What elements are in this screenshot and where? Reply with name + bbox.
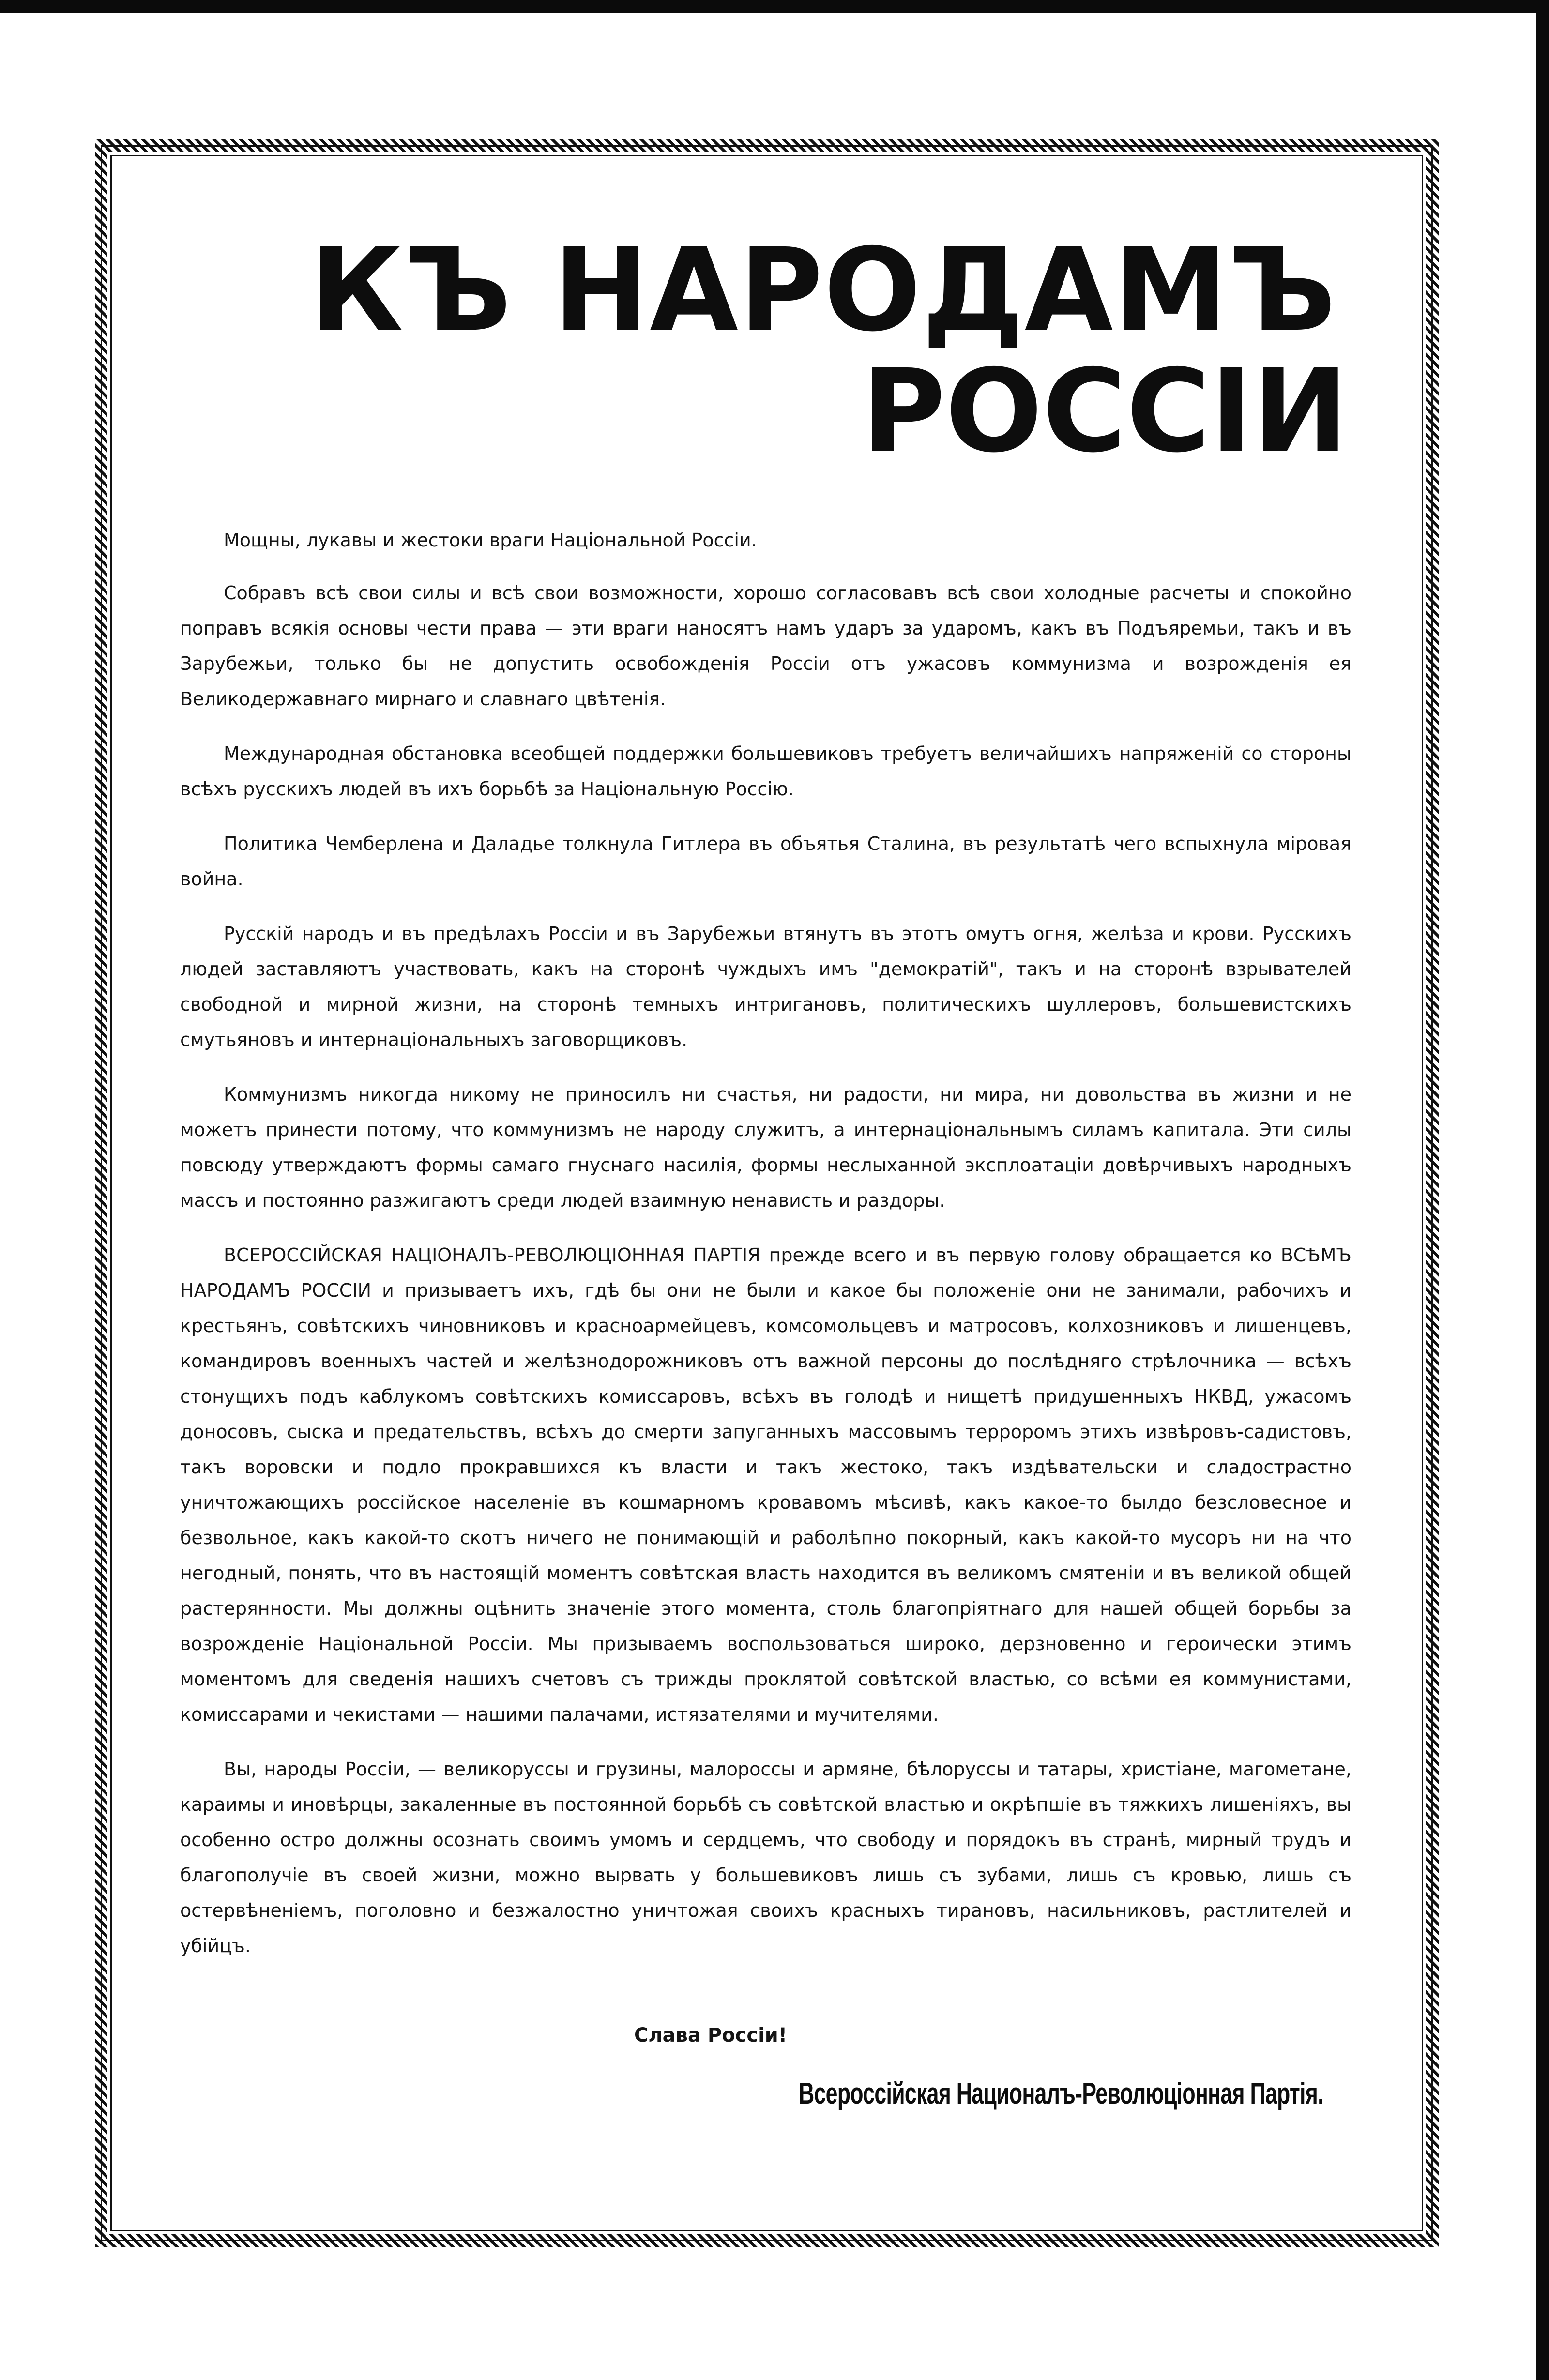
paragraph-5: Русскій народъ и въ предѣлахъ Россіи и въ Зарубежьи втянутъ въ этотъ омутъ огня, желѣза и крови. Русскихъ людей заставляютъ участвовать, какъ на сторонѣ чуждыхъ имъ "демократій", такъ и на сторонѣ взрывателей свободной и мирной жизни, на сторонѣ темныхъ интригановъ, политическихъ шуллеровъ, большевистскихъ смутьяновъ и интернаціональныхъ заговорщиковъ. <box>180 923 1352 1050</box>
signature: Всероссійская Националъ-Революціонная Партія. <box>799 2077 1323 2110</box>
scan-edge-right <box>1536 0 1549 2380</box>
paragraph-1: Мощны, лукавы и жестоки враги Національной Россіи. <box>224 530 757 551</box>
paragraph-2: Собравъ всѣ свои силы и всѣ свои возможности, хорошо согласовавъ всѣ свои холодные расчеты и спокойно поправъ всякія основы чести права — эти враги наносятъ намъ ударъ за ударомъ, какъ въ Подъяремьи, такъ и въ Зарубежьи, только бы не допустить освобожденія Россіи отъ ужасовъ коммунизма и возрожденія ея Великодержавнаго мирнаго и славнаго цвѣтенія. <box>180 582 1352 710</box>
paragraph-4: Политика Чемберлена и Даладье толкнула Гитлера въ объятья Сталина, въ результатѣ чего вспыхнула міровая война. <box>180 833 1352 890</box>
paragraph-3: Международная обстановка всеобщей поддержки большевиковъ требуетъ величайшихъ напряженій со стороны всѣхъ русскихъ людей въ ихъ борьбѣ за Національную Россію. <box>180 743 1352 800</box>
paragraph-6: Коммунизмъ никогда никому не приносилъ ни счастья, ни радости, ни мира, ни довольства въ жизни и не можетъ принести потому, что коммунизмъ не народу служитъ, а интернаціональнымъ силамъ капитала. Эти силы повсюду утверждаютъ формы самаго гнуснаго насилія, формы неслыханной эксплоатаціи довѣрчивыхъ народныхъ массъ и постоянно разжигаютъ среди людей взаимную ненависть и раздоры. <box>180 1084 1352 1211</box>
paragraph-8: Вы, народы Россіи, — великоруссы и грузины, малороссы и армяне, бѣлоруссы и татары, христіане, магометане, караимы и иновѣрцы, закаленные въ постоянной борьбѣ съ совѣтской властью и окрѣпшіе въ тяжкихъ лишеніяхъ, вы особенно остро должны осознать своимъ умомъ и сердцемъ, что свободу и порядокъ въ странѣ, мирный трудъ и благополучіе въ своей жизни, можно вырвать у большевиковъ лишь съ зубами, лишь съ кровью, лишь съ остервѣненіемъ, поголовно и безжалостно уничтожая своихъ красныхъ тирановъ, насильниковъ, растлителей и убійцъ. <box>180 1758 1352 1956</box>
paragraph-7: ВСЕРОССІЙСКАЯ НАЦІОНАЛЪ-РЕВОЛЮЦІОННАЯ ПАРТІЯ прежде всего и въ первую голову обращается ко ВСѢМЪ НАРОДАМЪ РОССІИ и призываетъ ихъ, гдѣ бы они не были и какое бы положеніе они не занимали, рабочихъ и крестьянъ, совѣтскихъ чиновниковъ и красноармейцевъ, комсомольцевъ и матросовъ, колхозниковъ и лишенцевъ, командировъ военныхъ частей и желѣзнодорожниковъ отъ важной персоны до послѣдняго стрѣлочника — всѣхъ стонущихъ подъ каблукомъ совѣтскихъ комиссаровъ, всѣхъ въ голодѣ и нищетѣ придушенныхъ НКВД, ужасомъ доносовъ, сыска и предательствъ, всѣхъ до смерти запуганныхъ массовымъ терроромъ этихъ извѣровъ-садистовъ, такъ воровски и подло прокравшихся къ власти и такъ жестоко, такъ издѣвательски и сладострастно уничтожающихъ россійское населеніе въ кошмарномъ кровавомъ мѣсивѣ, какъ какое-то былдо безсловесное и безвольное, какъ какой-то скотъ ничего не понимающій и раболѣпно покорный, какъ какой-то мусоръ ни на что негодный, понять, что въ настоящій моментъ совѣтская власть находится въ великомъ смятеніи и въ великой общей растерянности. Мы должны оцѣнить значеніе этого момента, столь благопріятнаго для нашей общей борьбы за возрожденіе Національной Россіи. Мы призываемъ воспользоваться широко, дерзновенно и героически этимъ моментомъ для сведенія нашихъ счетовъ съ трижды проклятой совѣтской властью, со всѣми ея коммунистами, комиссарами и чекистами — нашими палачами, истязателями и мучителями. <box>180 1244 1352 1725</box>
page-title-line-2: РОССІИ <box>862 345 1349 478</box>
scan-edge-top <box>0 0 1549 13</box>
body-text <box>180 523 1352 1983</box>
page-title-line-1: КЪ НАРОДАМЪ <box>310 224 1337 357</box>
salutation: Слава Россіи! <box>634 2024 788 2046</box>
